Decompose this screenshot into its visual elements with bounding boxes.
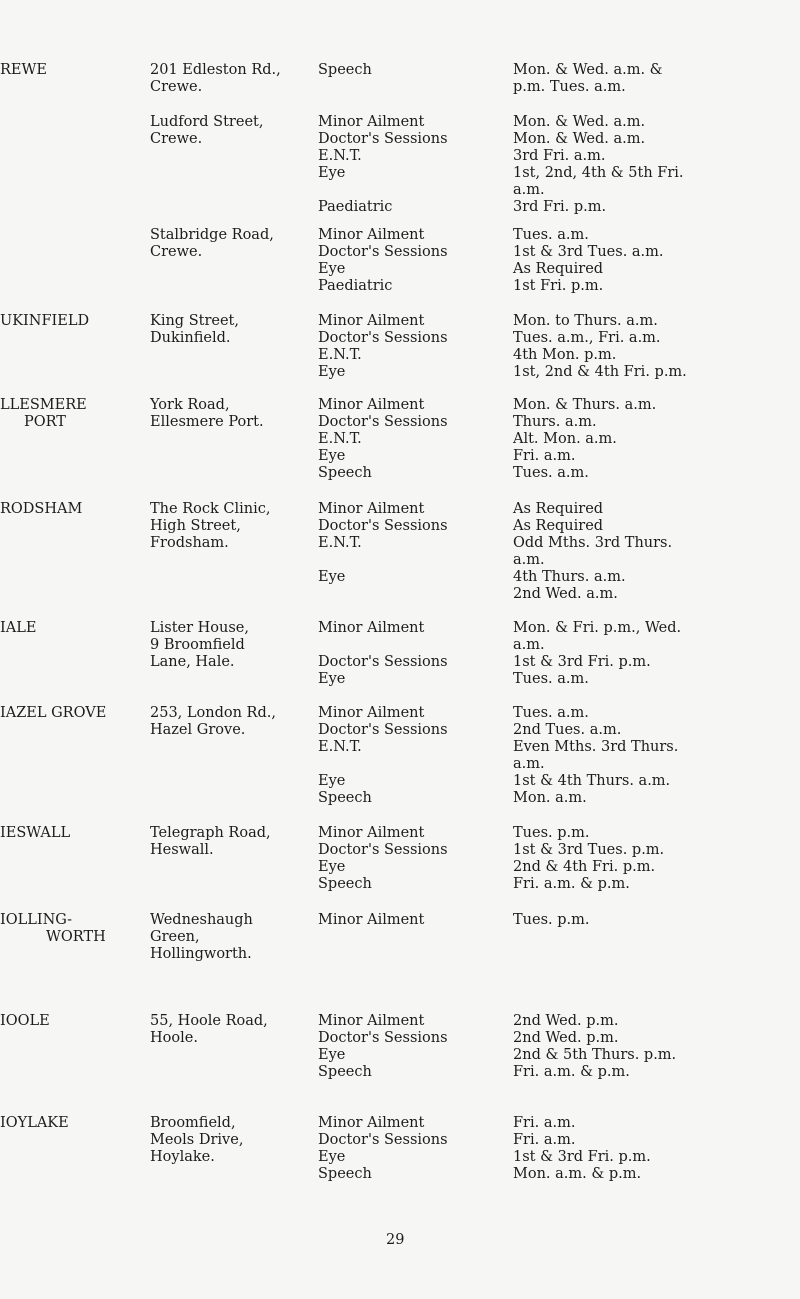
town-name: IOLLING- [0,912,73,928]
service-name: E.N.T. [318,739,362,755]
town-column [0,501,140,518]
times-column [513,1013,800,1081]
session-time: Alt. Mon. a.m. [513,431,617,447]
town-name: WORTH [46,929,106,945]
times-column [513,501,800,603]
session-time: Tues. a.m., Fri. a.m. [513,330,661,346]
session-time: Fri. a.m. & p.m. [513,876,630,892]
address-line: High Street, [150,518,241,534]
session-time: a.m. [513,182,545,198]
address-column [150,501,315,552]
service-name: Minor Ailment [318,313,425,329]
address-line: 55, Hoole Road, [150,1013,268,1029]
service-name: Doctor's Sessions [318,414,448,430]
session-time: Fri. a.m. [513,1132,576,1148]
service-name: Eye [318,1149,346,1165]
session-time: 1st, 2nd & 4th Fri. p.m. [513,364,687,380]
town-name: PORT [24,414,66,430]
address-line: Hollingworth. [150,946,252,962]
address-line: Ludford Street, [150,114,264,130]
session-time: Odd Mths. 3rd Thurs. [513,535,673,551]
town-column [0,1013,140,1030]
service-column [318,705,506,807]
times-column [513,227,800,295]
address-line: The Rock Clinic, [150,501,271,517]
address-line: Lane, Hale. [150,654,235,670]
service-name: Minor Ailment [318,397,425,413]
service-name: Doctor's Sessions [318,131,448,147]
address-column [150,313,315,347]
service-name: Minor Ailment [318,705,425,721]
town-column [0,705,140,722]
address-line: Ellesmere Port. [150,414,264,430]
address-line: Green, [150,929,200,945]
session-time: a.m. [513,756,545,772]
address-column [150,62,315,96]
address-line: Wedneshaugh [150,912,253,928]
service-name: Eye [318,448,346,464]
service-spacer [318,756,506,773]
service-name: Eye [318,859,346,875]
session-time: Fri. a.m. & p.m. [513,1064,630,1080]
session-time: 2nd Wed. p.m. [513,1030,619,1046]
times-column [513,705,800,807]
page-number: 29 [386,1232,405,1248]
service-name: Eye [318,261,346,277]
town-name: REWE [0,62,47,78]
service-name: Speech [318,465,372,481]
address-line: Lister House, [150,620,250,636]
session-time: 1st & 4th Thurs. a.m. [513,773,671,789]
service-name: Minor Ailment [318,825,425,841]
session-time: As Required [513,518,604,534]
service-name: Minor Ailment [318,620,425,636]
times-column [513,620,800,688]
service-column [318,313,506,381]
service-name: Minor Ailment [318,227,425,243]
town-name: IESWALL [0,825,71,841]
service-column [318,1013,506,1081]
session-time: Mon. to Thurs. a.m. [513,313,658,329]
service-name: Doctor's Sessions [318,244,448,260]
service-name: Doctor's Sessions [318,1132,448,1148]
session-time: Mon. & Thurs. a.m. [513,397,657,413]
town-name: LLESMERE [0,397,87,413]
service-name: E.N.T. [318,347,362,363]
town-name: IAZEL GROVE [0,705,107,721]
session-time: 4th Mon. p.m. [513,347,617,363]
address-line: Hoylake. [150,1149,215,1165]
town-name: IOOLE [0,1013,50,1029]
service-name: Minor Ailment [318,501,425,517]
times-column [513,313,800,381]
address-line: York Road, [150,397,230,413]
session-time: 4th Thurs. a.m. [513,569,626,585]
service-column [318,912,506,929]
service-name: Minor Ailment [318,912,425,928]
town-column [0,313,140,330]
address-line: King Street, [150,313,239,329]
address-column [150,705,315,739]
times-column [513,1115,800,1183]
address-column [150,1013,315,1047]
address-line: 253, London Rd., [150,705,276,721]
service-name: Speech [318,790,372,806]
session-time: Mon. & Wed. a.m. [513,131,646,147]
service-name: Minor Ailment [318,1115,425,1131]
address-line: Frodsham. [150,535,229,551]
service-name: Eye [318,1047,346,1063]
address-line: 201 Edleston Rd., [150,62,281,78]
town-name: RODSHAM [0,501,83,517]
address-line: Broomfield, [150,1115,236,1131]
address-line: 9 Broomfield [150,637,245,653]
times-column [513,114,800,216]
session-time: Tues. p.m. [513,912,590,928]
times-column [513,62,800,96]
session-time: 3rd Fri. p.m. [513,199,607,215]
address-line: Hoole. [150,1030,198,1046]
service-name: Eye [318,569,346,585]
address-line: Heswall. [150,842,214,858]
service-column [318,397,506,482]
session-time: a.m. [513,552,545,568]
service-name: Eye [318,773,346,789]
session-time: As Required [513,261,604,277]
town-name: IALE [0,620,37,636]
service-name: Minor Ailment [318,1013,425,1029]
town-column [0,825,140,842]
session-time: Mon. & Wed. a.m. [513,114,646,130]
service-name: Doctor's Sessions [318,330,448,346]
service-spacer [318,552,506,569]
times-column [513,397,800,482]
session-time: 2nd Wed. p.m. [513,1013,619,1029]
town-column [0,62,140,79]
address-line: Crewe. [150,79,203,95]
service-column [318,825,506,893]
session-time: Fri. a.m. [513,1115,576,1131]
session-time: Mon. & Wed. a.m. & [513,62,663,78]
address-column [150,825,315,859]
session-time: 1st Fri. p.m. [513,278,604,294]
service-name: Doctor's Sessions [318,1030,448,1046]
town-column [0,620,140,637]
address-line: Dukinfield. [150,330,231,346]
address-column [150,620,315,671]
service-column [318,62,506,79]
session-time: 1st & 3rd Fri. p.m. [513,654,651,670]
service-name: Paediatric [318,199,393,215]
session-time: Mon. & Fri. p.m., Wed. [513,620,682,636]
session-time: Tues. a.m. [513,705,589,721]
service-column [318,501,506,586]
service-column [318,114,506,216]
session-time: 2nd Wed. a.m. [513,586,618,602]
service-name: Doctor's Sessions [318,842,448,858]
address-column [150,912,315,963]
service-name: Doctor's Sessions [318,518,448,534]
session-time: Mon. a.m. & p.m. [513,1166,642,1182]
town-column [0,912,140,946]
session-time: As Required [513,501,604,517]
address-line: Crewe. [150,244,203,260]
service-spacer [318,637,506,654]
town-name: UKINFIELD [0,313,90,329]
session-time: 2nd & 5th Thurs. p.m. [513,1047,677,1063]
session-time: Tues. a.m. [513,671,589,687]
session-time: 2nd Tues. a.m. [513,722,622,738]
service-name: Speech [318,876,372,892]
service-name: E.N.T. [318,535,362,551]
session-time: 1st & 3rd Tues. a.m. [513,244,664,260]
session-time: Even Mths. 3rd Thurs. [513,739,679,755]
session-time: 1st, 2nd, 4th & 5th Fri. [513,165,684,181]
times-column [513,912,800,929]
session-time: 3rd Fri. a.m. [513,148,606,164]
service-name: Speech [318,1064,372,1080]
service-name: Paediatric [318,278,393,294]
session-time: Mon. a.m. [513,790,587,806]
service-column [318,620,506,688]
session-time: Tues. a.m. [513,227,589,243]
session-time: 1st & 3rd Fri. p.m. [513,1149,651,1165]
session-time: Fri. a.m. [513,448,576,464]
session-time: Tues. p.m. [513,825,590,841]
address-line: Crewe. [150,131,203,147]
service-name: E.N.T. [318,148,362,164]
town-name: IOYLAKE [0,1115,69,1131]
service-name: Doctor's Sessions [318,722,448,738]
session-time: Thurs. a.m. [513,414,597,430]
town-column [0,397,140,431]
service-name: Speech [318,62,372,78]
service-name: Eye [318,165,346,181]
service-name: Speech [318,1166,372,1182]
session-time: 1st & 3rd Tues. p.m. [513,842,665,858]
service-name: Eye [318,364,346,380]
address-column [150,397,315,431]
service-spacer [318,182,506,199]
session-time: Tues. a.m. [513,465,589,481]
session-time: a.m. [513,637,545,653]
service-name: Minor Ailment [318,114,425,130]
session-time: p.m. Tues. a.m. [513,79,626,95]
service-column [318,227,506,295]
address-line: Meols Drive, [150,1132,244,1148]
times-column [513,825,800,893]
address-column [150,114,315,148]
address-line: Telegraph Road, [150,825,271,841]
service-name: Eye [318,671,346,687]
service-name: Doctor's Sessions [318,654,448,670]
address-line: Stalbridge Road, [150,227,274,243]
address-column [150,227,315,261]
session-time: 2nd & 4th Fri. p.m. [513,859,656,875]
address-line: Hazel Grove. [150,722,246,738]
service-name: E.N.T. [318,431,362,447]
address-column [150,1115,315,1166]
service-column [318,1115,506,1183]
town-column [0,1115,140,1132]
